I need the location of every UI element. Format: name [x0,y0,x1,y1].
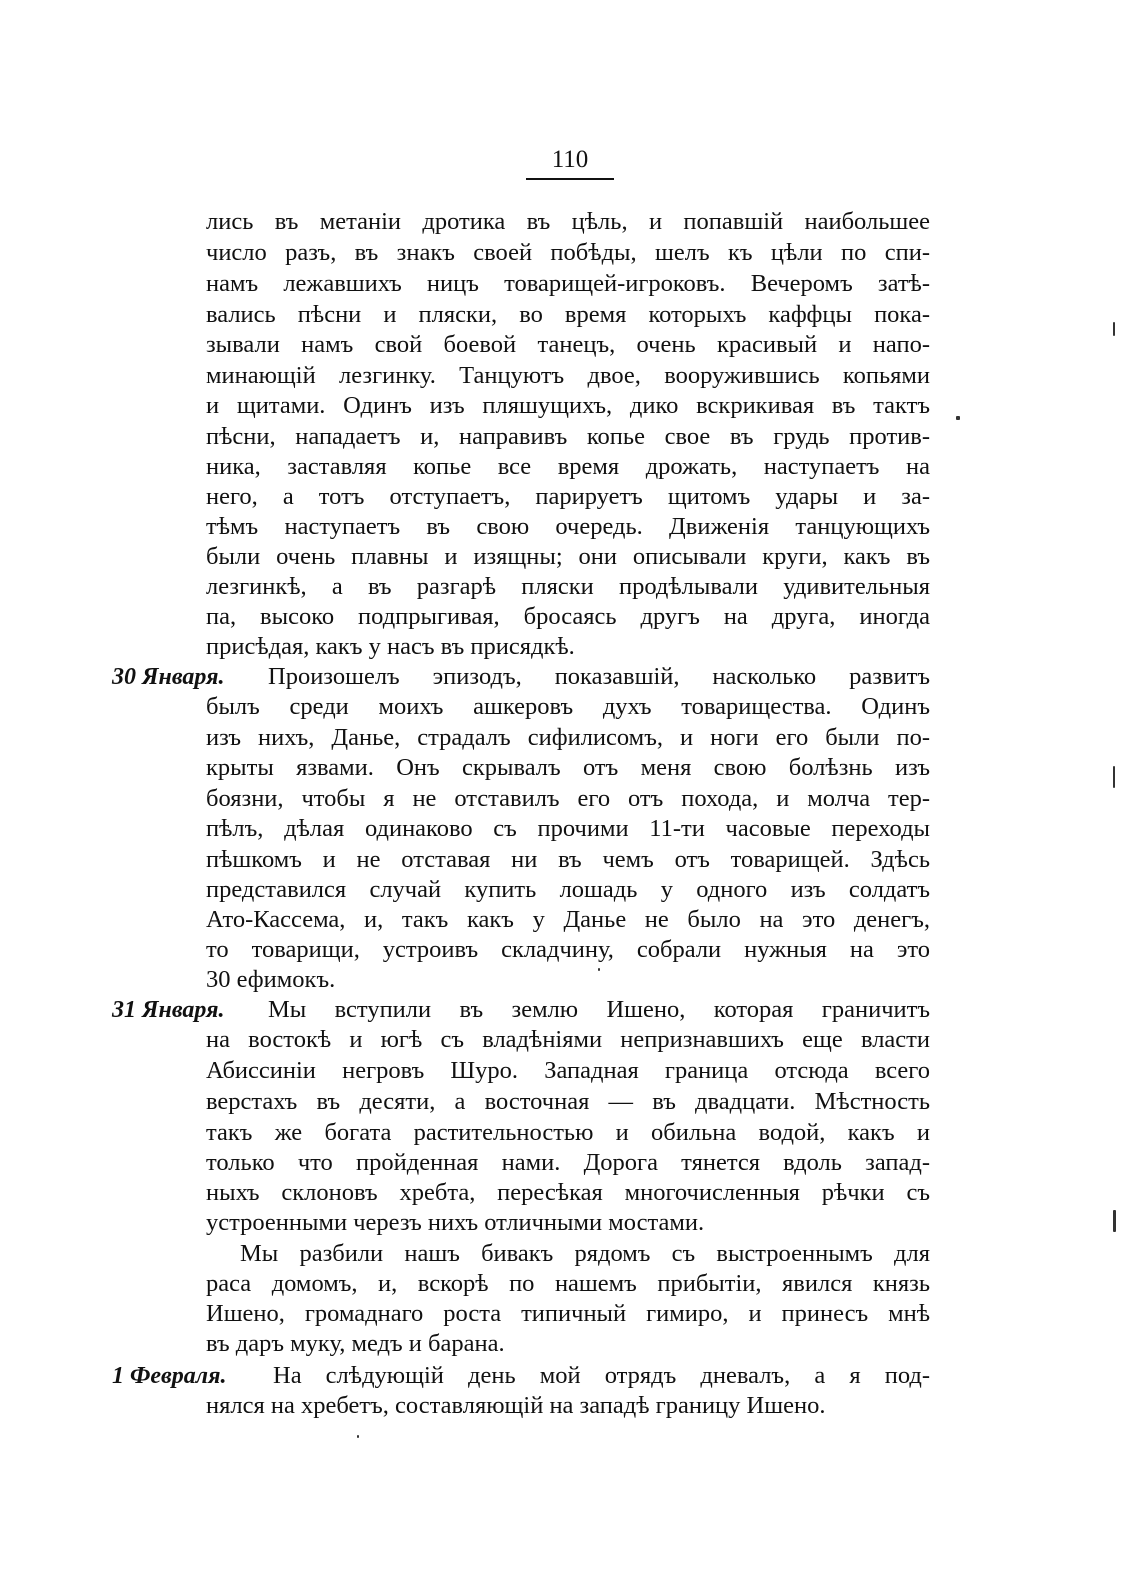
text-line: намъ лежавшихъ ницъ товарищей-игроковъ. Вечеромъ затѣ- [206,270,930,297]
text-line: на востокѣ и югѣ съ владѣнiями непризнавшихъ еще власти [206,1026,930,1053]
page-number-rule [526,178,614,180]
text-line: ника, заставляя копье все время дрожать, наступаетъ на [206,453,930,480]
text-line: верстахъ въ десяти, а восточная — въ двадцати. Мѣстность [206,1088,930,1115]
scan-speck [357,1435,359,1438]
scan-speck [1113,322,1115,336]
text-line: такъ же богата растительностью и обильна водой, какъ и [206,1119,930,1146]
text-line: былъ среди моихъ ашкеровъ духъ товарищества. Одинъ [206,693,930,720]
text-line: минающiй лезгинку. Танцуютъ двое, вооружившись копьями [206,362,930,389]
text-line: пѣсни, нападаетъ и, направивъ копье свое въ грудь против- [206,423,930,450]
text-line: и щитами. Одинъ изъ пляшущихъ, дико вскрикивая въ тактъ [206,392,930,419]
text-line: представился случай купить лошадь у одного изъ солдатъ [206,876,930,903]
text-line: па, высоко подпрыгивая, бросаясь другъ на друга, иногда [206,603,930,630]
text-line: раса домомъ, и, вскорѣ по нашемъ прибытiи, явился князь [206,1270,930,1297]
scan-speck [1113,766,1115,788]
text-line: Мы разбили нашъ бивакъ рядомъ съ выстроеннымъ для [240,1240,930,1267]
text-line: вались пѣсни и пляски, во время которыхъ каффцы пока- [206,301,930,328]
scan-speck [598,968,600,971]
entry-date: 30 Января. [112,664,225,690]
text-line: 30 ефимокъ. [206,966,336,993]
text-line: число разъ, въ знакъ своей побѣды, шелъ къ цѣли по спи- [206,239,930,266]
text-line: На слѣдующiй день мой отрядъ дневалъ, а я под- [273,1362,930,1389]
text-line: ныхъ склоновъ хребта, пересѣкая многочисленныя рѣчки съ [206,1179,930,1206]
text-line: боязни, чтобы я не отставилъ его отъ похода, и молча тер- [206,785,930,812]
text-line: зывали намъ свой боевой танецъ, очень красивый и напо- [206,331,930,358]
text-line: изъ нихъ, Данье, страдалъ сифилисомъ, и ноги его были по- [206,724,930,751]
page-number: 110 [551,146,589,173]
text-line: пѣлъ, дѣлая одинаково съ прочими 11-ти часовые переходы [206,815,930,842]
text-line: то товарищи, устроивъ складчину, собрали нужныя на это [206,936,930,963]
text-line: были очень плавны и изящны; они описывали круги, какъ въ [206,543,930,570]
text-line: Мы вступили въ землю Ишено, которая граничитъ [268,996,930,1023]
text-line: Ишено, громаднаго роста типичный гимиро, и принесъ мнѣ [206,1300,930,1327]
scan-speck [956,416,960,420]
text-line: Произошелъ эпизодъ, показавшiй, насколько развитъ [268,663,930,690]
text-line: пѣшкомъ и не отставая ни въ чемъ отъ товарищей. Здѣсь [206,846,930,873]
text-line: нялся на хребетъ, составляющiй на западѣ границу Ишено. [206,1392,826,1419]
text-line: крыты язвами. Онъ скрывалъ отъ меня свою болѣзнь изъ [206,754,930,781]
text-line: тѣмъ наступаетъ въ свою очередь. Движенiя танцующихъ [206,513,930,540]
scan-speck [1113,1210,1116,1232]
text-line: въ даръ муку, медъ и барана. [206,1330,505,1357]
entry-date: 31 Января. [112,997,225,1023]
text-line: Абиссинiи негровъ Шуро. Западная граница отсюда всего [206,1057,930,1084]
text-line: устроенными черезъ нихъ отличными мостами. [206,1209,705,1236]
entry-date: 1 Февраля. [112,1363,227,1389]
text-line: лезгинкѣ, а въ разгарѣ пляски продѣлывали удивительныя [206,573,930,600]
text-line: лись въ метанiи дротика въ цѣль, и попавшiй наибольшее [206,208,930,235]
text-line: присѣдая, какъ у насъ въ присядкѣ. [206,633,575,660]
text-line: Ато-Кассема, и, такъ какъ у Данье не было на это денегъ, [206,906,930,933]
text-line: только что пройденная нами. Дорога тянется вдоль запад- [206,1149,930,1176]
text-line: него, а тотъ отступаетъ, парируетъ щитомъ удары и за- [206,483,930,510]
